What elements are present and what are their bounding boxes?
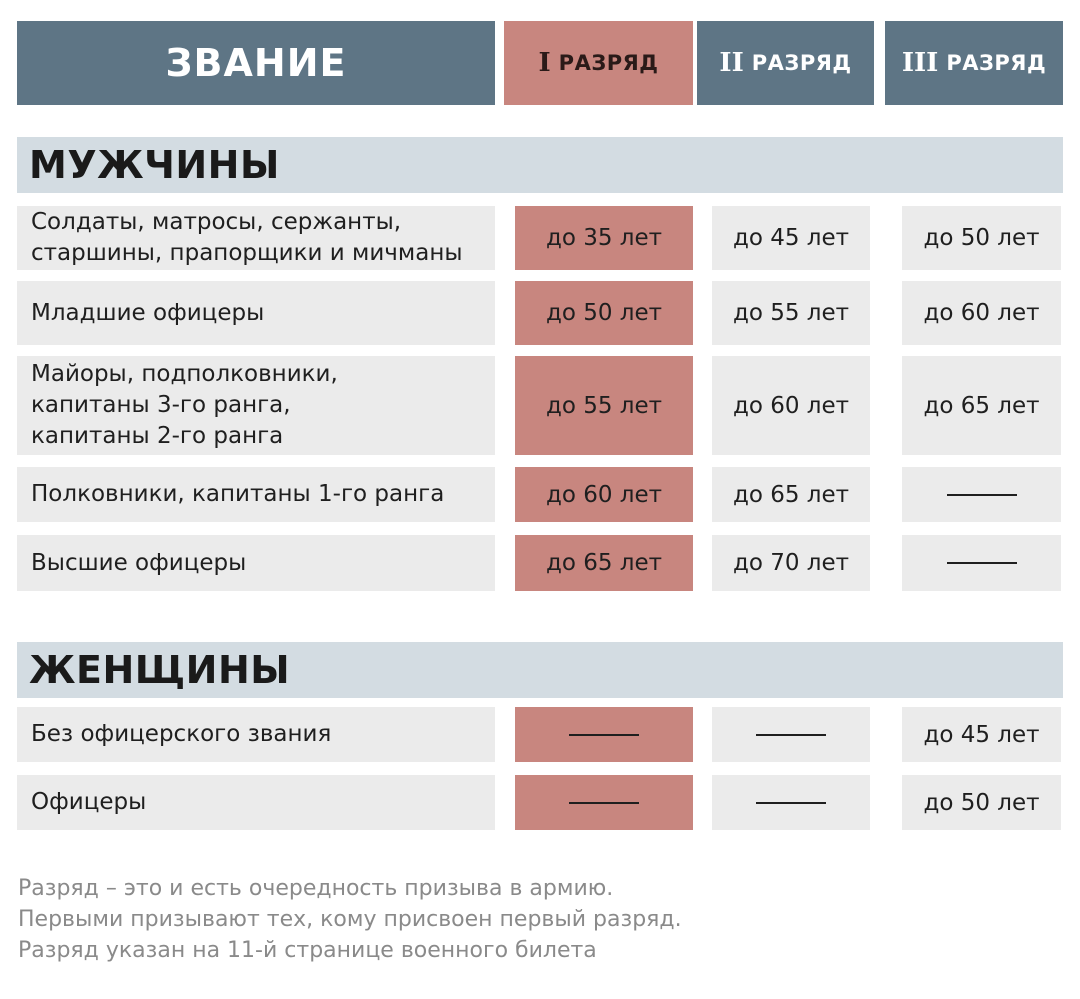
men-not-applicable-cell <box>902 467 1061 522</box>
men-age-limit-cell <box>515 467 693 522</box>
section-women-title: ЖЕНЩИНЫ <box>29 648 291 692</box>
men-age-limit-cell <box>515 281 693 345</box>
women-rank-cell <box>17 707 495 762</box>
women-rank-cell <box>17 775 495 830</box>
age-limit-value: до 35 лет <box>545 225 663 251</box>
category-one-numeral: I <box>538 48 551 78</box>
dash-mark <box>947 494 1017 496</box>
rank-column-title: ЗВАНИЕ <box>165 41 347 85</box>
category-three-word: РАЗРЯД <box>946 51 1047 75</box>
women-rank-label-line: Офицеры <box>31 789 147 815</box>
category-three-header <box>885 21 1063 105</box>
age-limit-value: до 65 лет <box>545 550 663 576</box>
dash-mark <box>756 734 826 736</box>
dash-mark <box>756 802 826 804</box>
category-two-header <box>697 21 874 105</box>
men-rank-label-line: Младшие офицеры <box>31 299 265 326</box>
men-rank-cell <box>17 467 495 522</box>
men-rank-label-line: Солдаты, матросы, сержанты, <box>31 209 402 235</box>
age-limit-value: до 45 лет <box>732 225 850 251</box>
age-limit-value: до 65 лет <box>923 392 1040 419</box>
men-rank-cell <box>17 535 495 591</box>
footnote-line-3: Разряд указан на 11-й странице военного билета <box>18 938 597 963</box>
men-age-limit-cell <box>902 281 1061 345</box>
age-limit-value: до 65 лет <box>732 481 850 508</box>
men-age-limit-cell <box>902 356 1061 455</box>
men-age-limit-cell <box>712 356 870 455</box>
men-rank-cell <box>17 206 495 270</box>
section-women-band <box>17 642 1063 698</box>
men-rank-label-line: старшины, прапорщики и мичманы <box>31 240 463 266</box>
age-limit-value: до 45 лет <box>923 721 1040 748</box>
age-limit-value: до 70 лет <box>732 550 850 576</box>
dash-mark <box>947 562 1017 564</box>
dash-mark <box>569 734 639 736</box>
men-age-limit-cell <box>515 535 693 591</box>
category-one-header <box>504 21 693 105</box>
men-age-limit-cell <box>712 206 870 270</box>
men-age-limit-cell <box>515 356 693 455</box>
men-age-limit-cell <box>515 206 693 270</box>
women-not-applicable-cell <box>712 775 870 830</box>
men-rank-label-line: Майоры, подполковники, <box>31 361 338 387</box>
category-three-numeral: III <box>901 48 939 78</box>
women-age-limit-cell <box>902 775 1061 830</box>
men-not-applicable-cell <box>902 535 1061 591</box>
men-age-limit-cell <box>902 206 1061 270</box>
age-limit-value: до 55 лет <box>545 392 663 419</box>
women-not-applicable-cell <box>515 775 693 830</box>
section-men-band <box>17 137 1063 193</box>
age-limit-value: до 50 лет <box>545 300 663 326</box>
age-limit-value: до 60 лет <box>732 392 850 419</box>
age-limit-value: до 55 лет <box>732 300 850 326</box>
men-rank-cell <box>17 281 495 345</box>
men-age-limit-cell <box>712 467 870 522</box>
age-limit-value: до 50 лет <box>923 789 1040 816</box>
men-rank-label-line: капитаны 3-го ранга, <box>31 392 291 418</box>
rank-column-header <box>17 21 495 105</box>
women-age-limit-cell <box>902 707 1061 762</box>
men-rank-label-line: Полковники, капитаны 1-го ранга <box>31 481 445 507</box>
women-not-applicable-cell <box>712 707 870 762</box>
category-two-numeral: II <box>719 48 744 78</box>
section-men-title: МУЖЧИНЫ <box>29 143 280 187</box>
men-age-limit-cell <box>712 281 870 345</box>
age-limit-value: до 60 лет <box>545 481 663 508</box>
women-not-applicable-cell <box>515 707 693 762</box>
footnote-line-1: Разряд – это и есть очередность призыва в армию. <box>18 876 614 901</box>
category-two-word: РАЗРЯД <box>751 51 852 75</box>
category-one-word: РАЗРЯД <box>558 51 659 75</box>
dash-mark <box>569 802 639 804</box>
men-rank-label-line: Высшие офицеры <box>31 549 247 576</box>
age-limit-value: до 60 лет <box>923 300 1040 326</box>
women-rank-label-line: Без офицерского звания <box>31 721 332 747</box>
men-rank-label-line: капитаны 2-го ранга <box>31 423 284 449</box>
footnote-line-2: Первыми призывают тех, кому присвоен первый разряд. <box>18 907 682 932</box>
men-rank-cell <box>17 356 495 455</box>
men-age-limit-cell <box>712 535 870 591</box>
age-limit-value: до 50 лет <box>923 225 1040 251</box>
